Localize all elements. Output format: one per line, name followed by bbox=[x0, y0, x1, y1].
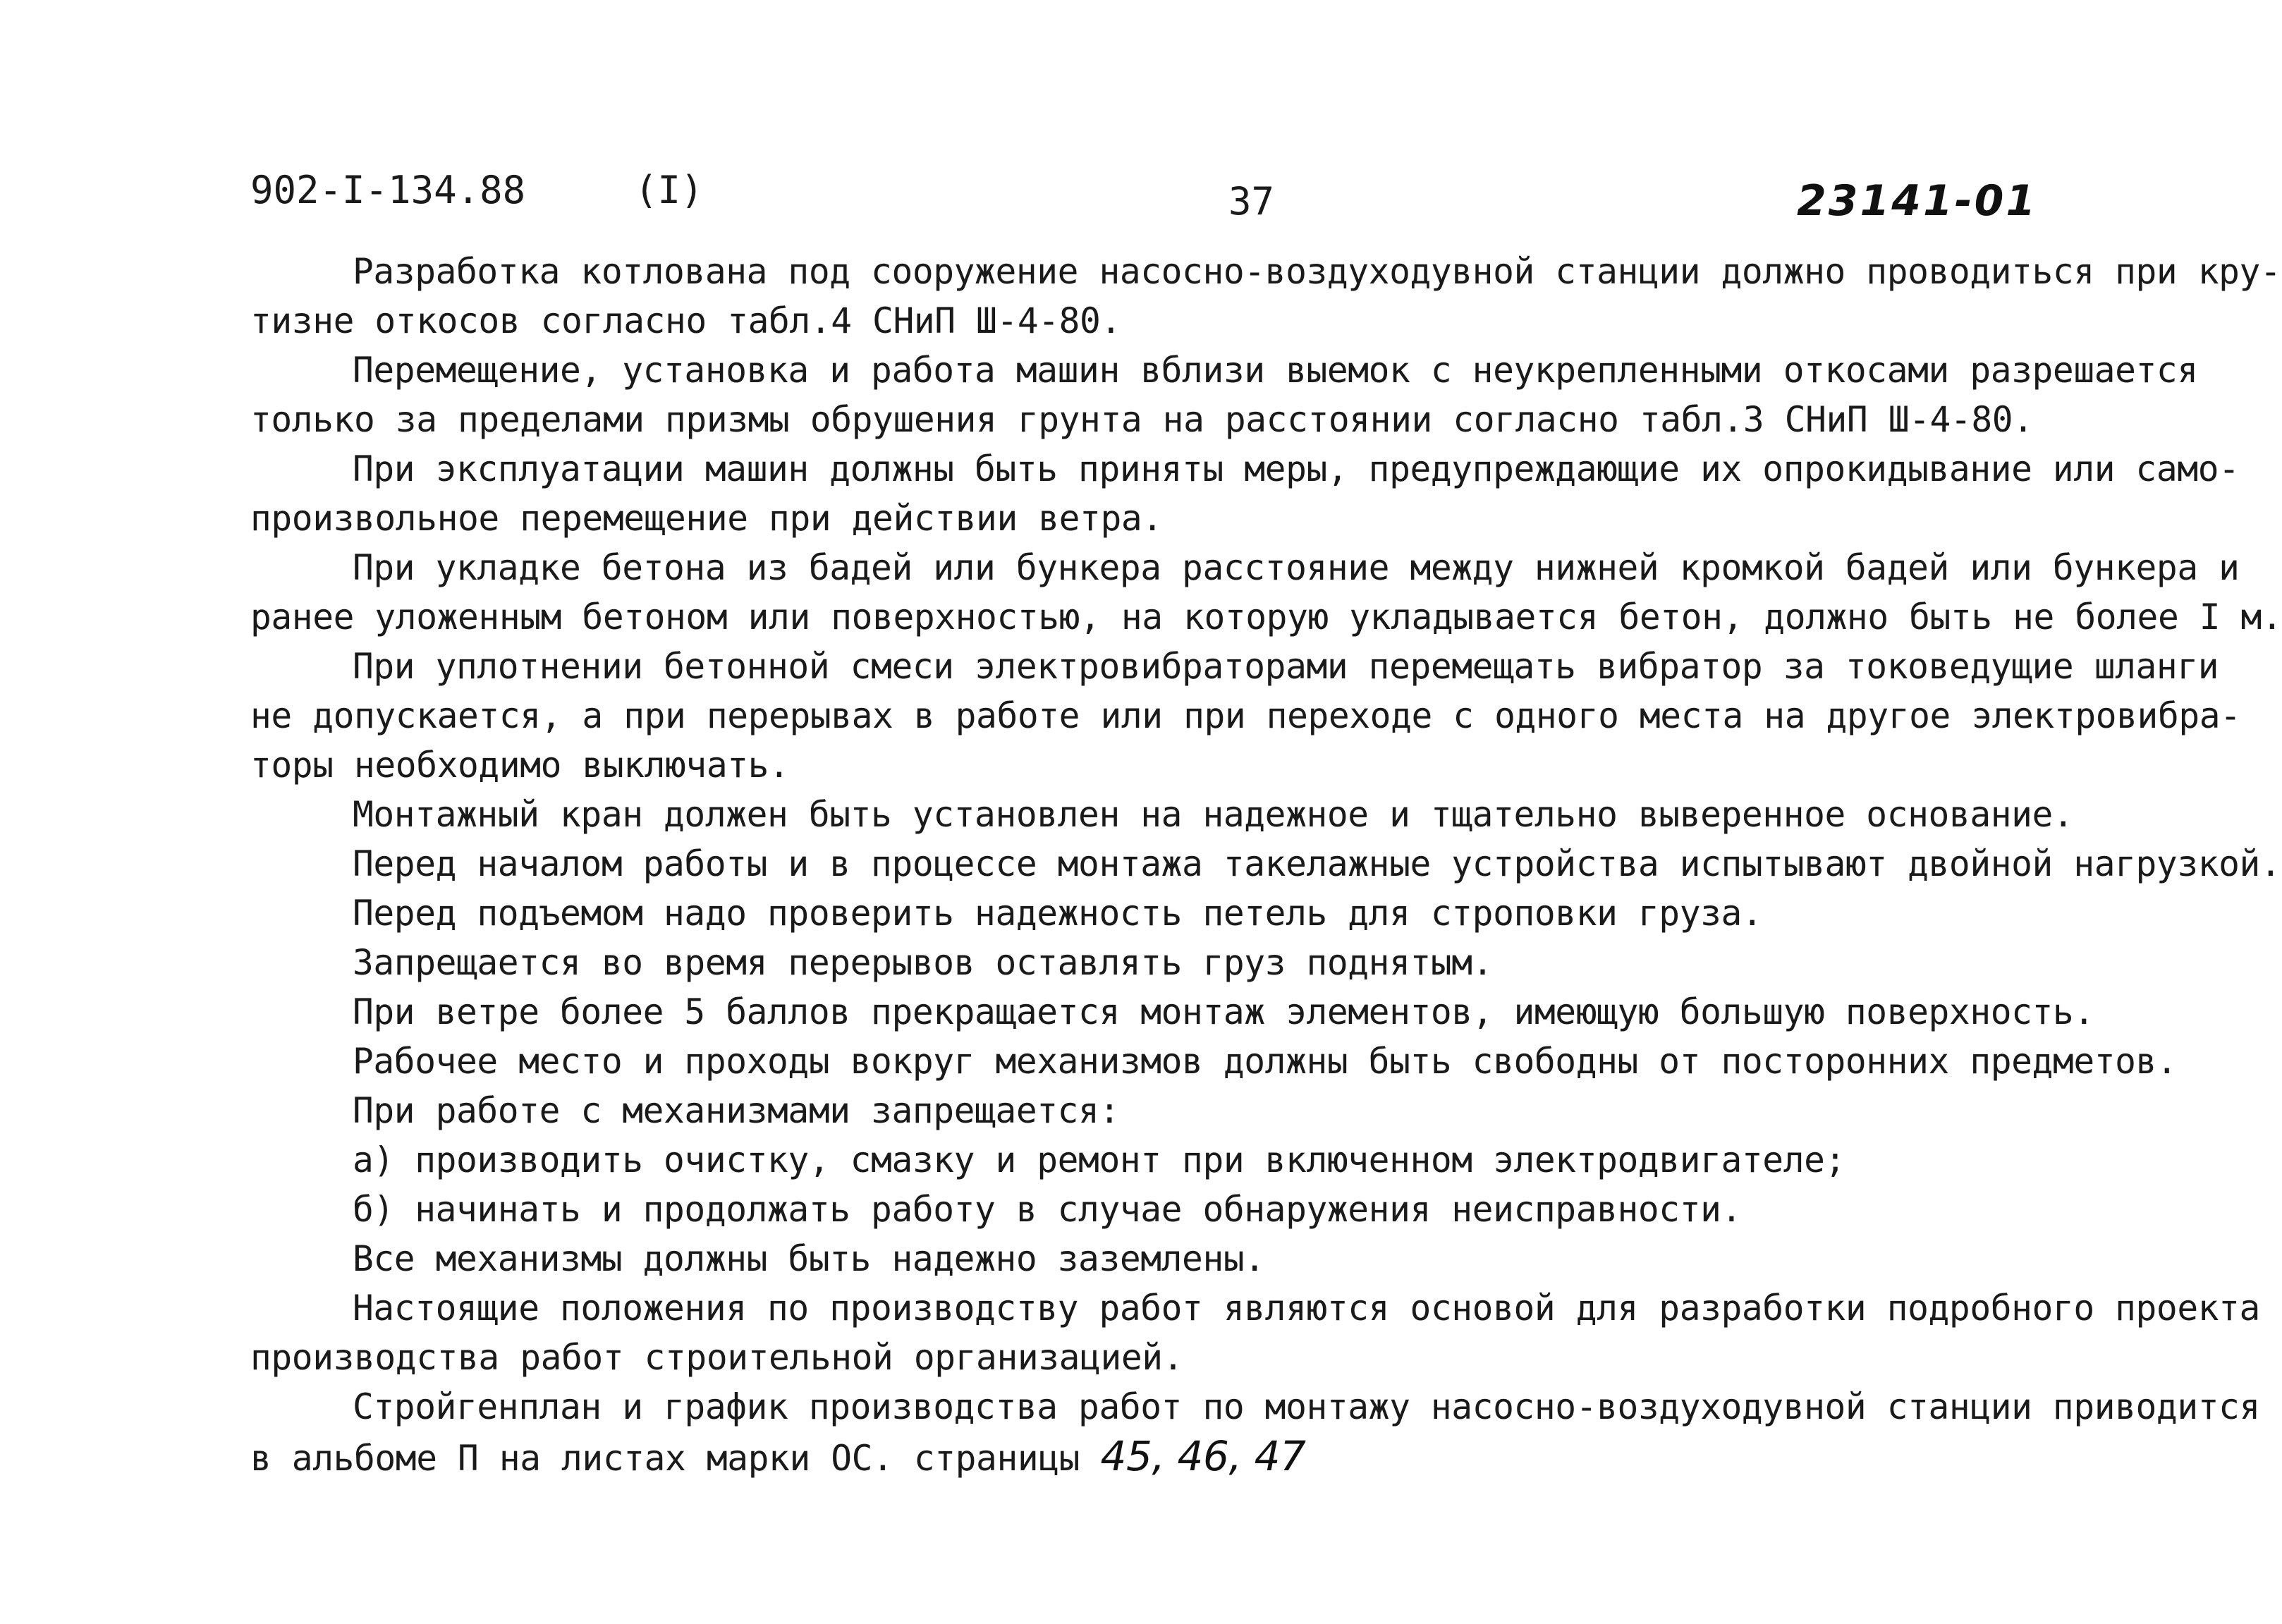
page-number: 37 bbox=[1228, 179, 1275, 224]
text-line-last-text: в альбоме П на листах марки ОС. страницы bbox=[250, 1438, 1080, 1479]
text-line: Настоящие положения по производству работ являются основой для разработки подробного проекта bbox=[353, 1288, 2260, 1329]
document-code: 902-I-134.88 bbox=[250, 168, 526, 212]
text-line: Стройгенплан и график производства работ по монтажу насосно-воздуходувной станции приводится bbox=[353, 1386, 2260, 1427]
text-line: При ветре более 5 баллов прекращается монтаж элементов, имеющую большую поверхность. bbox=[353, 991, 2094, 1032]
text-line: тизне откосов согласно табл.4 СНиП Ш-4-80. bbox=[250, 300, 1121, 341]
text-line: При уплотнении бетонной смеси электровибраторами перемещать вибратор за токоведущие шланги bbox=[353, 646, 2219, 687]
text-line: Перемещение, установка и работа машин вблизи выемок с неукрепленными откосами разрешается bbox=[353, 350, 2198, 391]
sheet-note: (I) bbox=[635, 168, 704, 212]
text-line: Монтажный кран должен быть установлен на надежное и тщательно выверенное основание. bbox=[353, 794, 2074, 835]
text-line: При работе с механизмами запрещается: bbox=[353, 1090, 1120, 1131]
body-text bbox=[250, 247, 2282, 1481]
text-line: Разработка котлована под сооружение насосно-воздуходувной станции должно проводиться при кру- bbox=[353, 251, 2281, 292]
text-line: только за пределами призмы обрушения грунта на расстоянии согласно табл.3 СНиП Ш-4-80. bbox=[250, 399, 2034, 440]
text-line: ранее уложенным бетоном или поверхностью, на которую укладывается бетон, должно быть не более I м. bbox=[250, 597, 2282, 637]
handwritten-pages: 45, 46, 47 bbox=[1100, 1432, 1306, 1480]
text-line: Перед подъемом надо проверить надежность петель для строповки груза. bbox=[353, 893, 1763, 934]
text-line: не допускается, а при перерывах в работе или при переходе с одного места на другое электровибра- bbox=[250, 695, 2241, 736]
text-line: производства работ строительной организацией. bbox=[250, 1337, 1184, 1378]
text-line: При эксплуатации машин должны быть приняты меры, предупреждающие их опрокидывание или само- bbox=[353, 448, 2240, 489]
text-line: б) начинать и продолжать работу в случае обнаружения неисправности. bbox=[353, 1189, 1742, 1230]
text-line: Все механизмы должны быть надежно заземлены. bbox=[353, 1238, 1265, 1279]
handwritten-code: 23141-01 bbox=[1797, 176, 2038, 226]
text-line: Перед началом работы и в процессе монтажа такелажные устройства испытывают двойной нагрузкой. bbox=[353, 843, 2281, 884]
text-line: При укладке бетона из бадей или бункера расстояние между нижней кромкой бадей или бункера и bbox=[353, 547, 2240, 588]
text-line-last bbox=[250, 1431, 2232, 1481]
text-line: а) производить очистку, смазку и ремонт при включенном электродвигателе; bbox=[353, 1140, 1845, 1180]
text-line: Запрещается во время перерывов оставлять груз поднятым. bbox=[353, 942, 1494, 983]
text-line: торы необходимо выключать. bbox=[250, 745, 790, 786]
text-line: Рабочее место и проходы вокруг механизмов должны быть свободны от посторонних предметов. bbox=[353, 1041, 2178, 1082]
text-line: произвольное перемещение при действии ветра. bbox=[250, 498, 1163, 539]
